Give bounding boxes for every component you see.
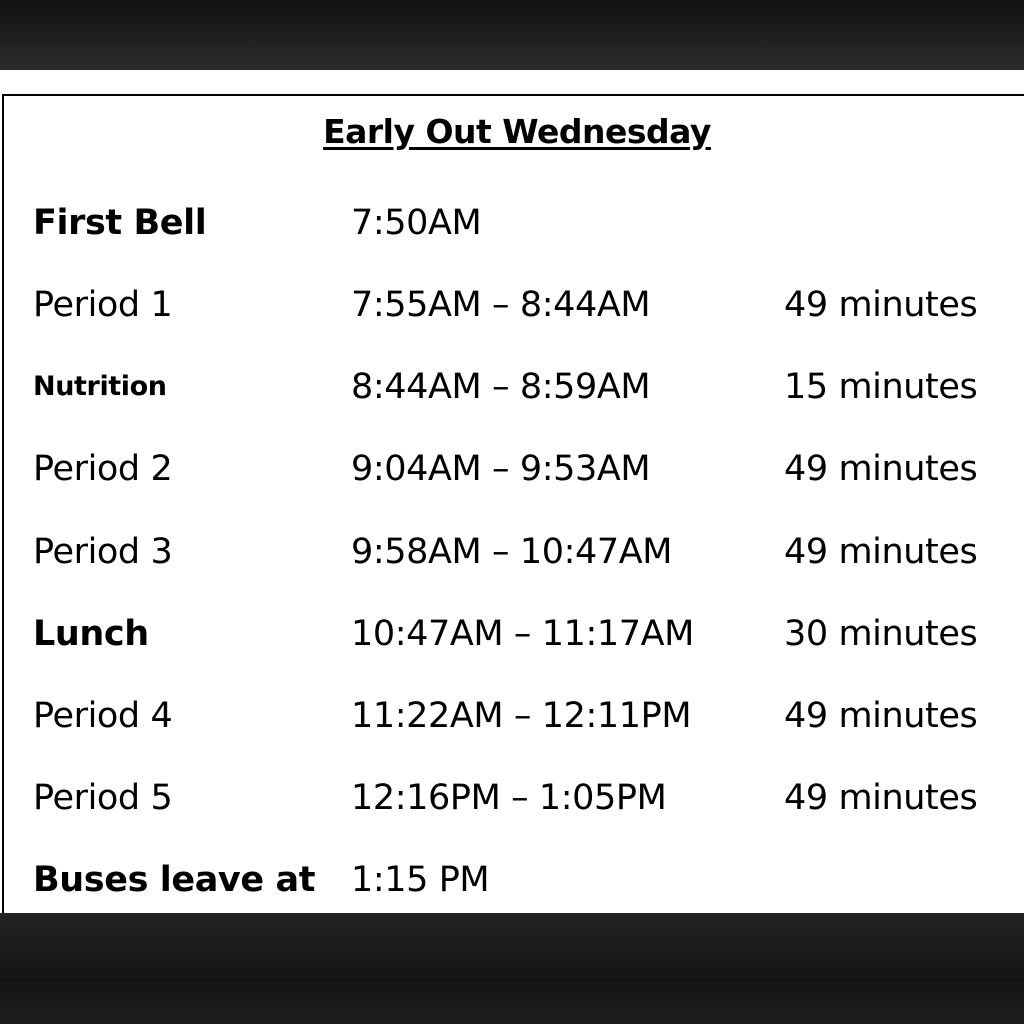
schedule-row-nutrition [0,357,1024,417]
schedule-row-period-2 [0,439,1024,499]
row-time: 9:04AM – 9:53AM [351,449,651,489]
row-label: Nutrition [33,371,167,402]
top-dark-band [0,0,1024,70]
row-time: 10:47AM – 11:17AM [351,614,694,654]
schedule-row-first-bell [0,193,1024,253]
row-time: 12:16PM – 1:05PM [351,778,667,818]
row-time: 8:44AM – 8:59AM [351,367,651,407]
row-label: Period 5 [33,778,173,818]
row-duration: 15 minutes [784,367,978,407]
row-duration: 49 minutes [784,778,978,818]
schedule-row-period-4 [0,686,1024,746]
row-duration: 30 minutes [784,614,978,654]
schedule-row-period-1 [0,275,1024,335]
row-duration: 49 minutes [784,449,978,489]
schedule-row-buses [0,850,1024,910]
schedule-row-period-3 [0,522,1024,582]
row-time: 9:58AM – 10:47AM [351,532,673,572]
row-label: Period 2 [33,449,173,489]
row-time: 11:22AM – 12:11PM [351,696,692,736]
row-label: Period 4 [33,696,173,736]
row-time: 7:55AM – 8:44AM [351,285,651,325]
schedule-row-lunch [0,604,1024,664]
schedule-title: Early Out Wednesday [323,112,711,151]
row-duration: 49 minutes [784,532,978,572]
row-duration: 49 minutes [784,696,978,736]
row-label: Period 1 [33,285,173,325]
row-time: 1:15 PM [351,860,490,900]
row-time: 7:50AM [351,203,482,243]
row-duration: 49 minutes [784,285,978,325]
bottom-dark-band [0,913,1024,1024]
row-label: Buses leave at [33,860,316,900]
row-label: Lunch [33,614,149,654]
row-label: Period 3 [33,532,173,572]
schedule-row-period-5 [0,768,1024,828]
row-label: First Bell [33,203,207,243]
